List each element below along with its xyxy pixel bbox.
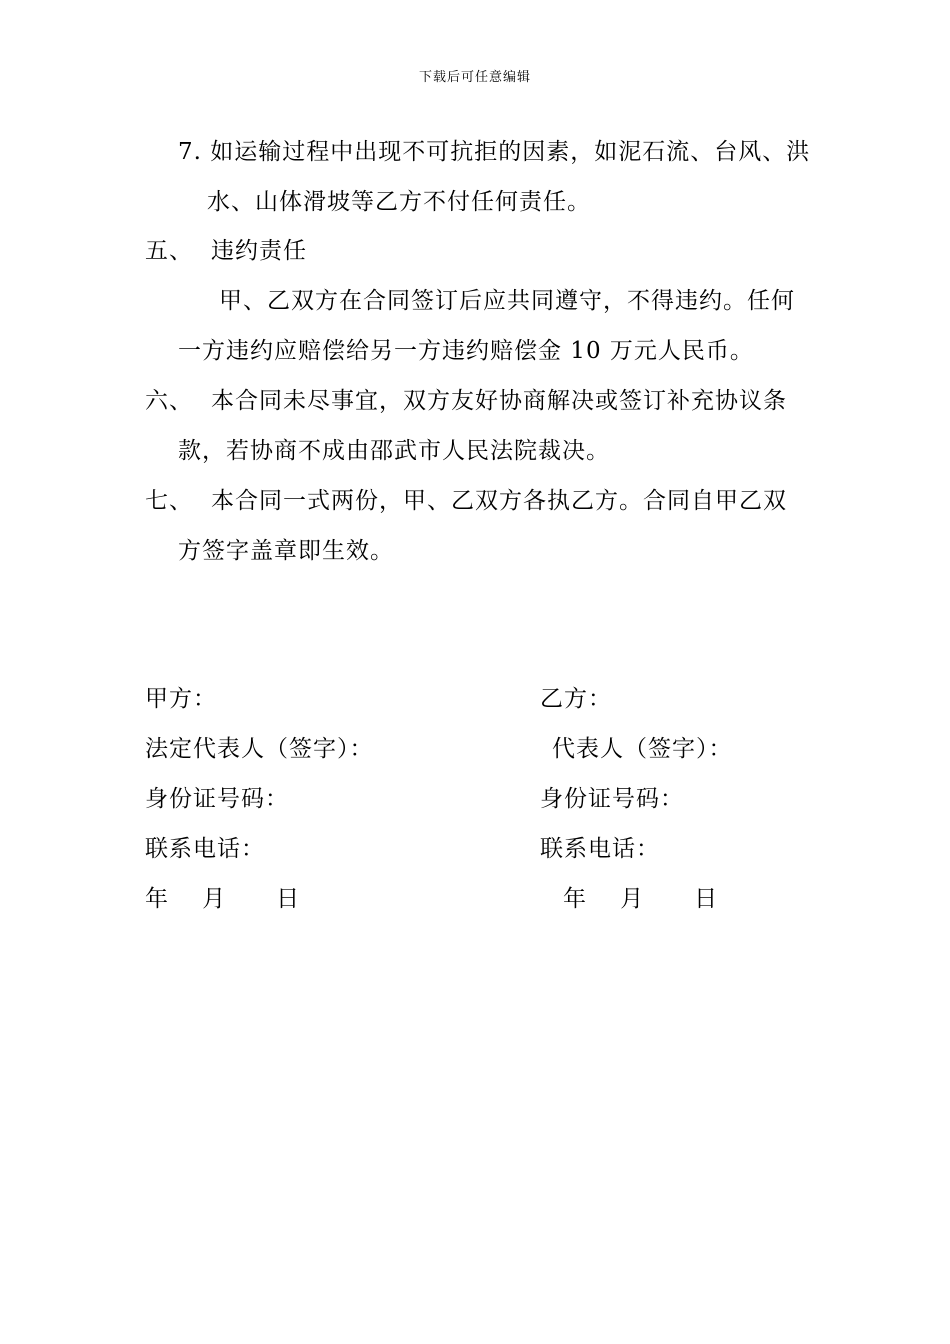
section-6-line-2: 款，若协商不成由邵武市人民法院裁决。 (178, 438, 610, 464)
section-5-title: 违约责任 (211, 238, 307, 264)
section-6-line-1 (145, 386, 787, 416)
section-6-text-1: 本合同未尽事宜，双方友好协商解决或签订补充协议条 (211, 388, 787, 414)
party-a-rep-signature: 法定代表人（签字）： (145, 736, 374, 762)
section-5-line-2: 一方违约应赔偿给另一方违约赔偿金 10 万元人民币。 (178, 338, 754, 364)
party-a-label: 甲方： (145, 686, 217, 712)
section-6-number: 六、 (145, 388, 193, 414)
clause-7-line-2: 水、山体滑坡等乙方不付任何责任。 (207, 189, 591, 215)
section-5-number: 五、 (145, 238, 193, 264)
party-b-phone: 联系电话： (540, 836, 660, 862)
section-7-number: 七、 (145, 488, 193, 514)
party-a-id-number: 身份证号码： (145, 786, 289, 812)
section-5-heading (145, 236, 307, 266)
party-a-phone: 联系电话： (145, 836, 265, 862)
party-b-date: 年 月 日 (563, 886, 719, 912)
party-b-label: 乙方： (540, 686, 612, 712)
clause-7-line-1: 7. 如运输过程中出现不可抗拒的因素，如泥石流、台风、洪 (178, 139, 811, 165)
section-7-line-1 (145, 486, 787, 516)
party-b-id-number: 身份证号码： (540, 786, 684, 812)
section-7-text-1: 本合同一式两份，甲、乙双方各执乙方。合同自甲乙双 (211, 488, 787, 514)
page-header: 下载后可任意编辑 (418, 70, 531, 85)
section-7-line-2: 方签字盖章即生效。 (178, 538, 394, 564)
party-b-rep-signature: 代表人（签字）： (552, 736, 733, 762)
section-5-line-1: 甲、乙双方在合同签订后应共同遵守，不得违约。任何 (219, 288, 795, 314)
party-a-date: 年 月 日 (145, 886, 301, 912)
